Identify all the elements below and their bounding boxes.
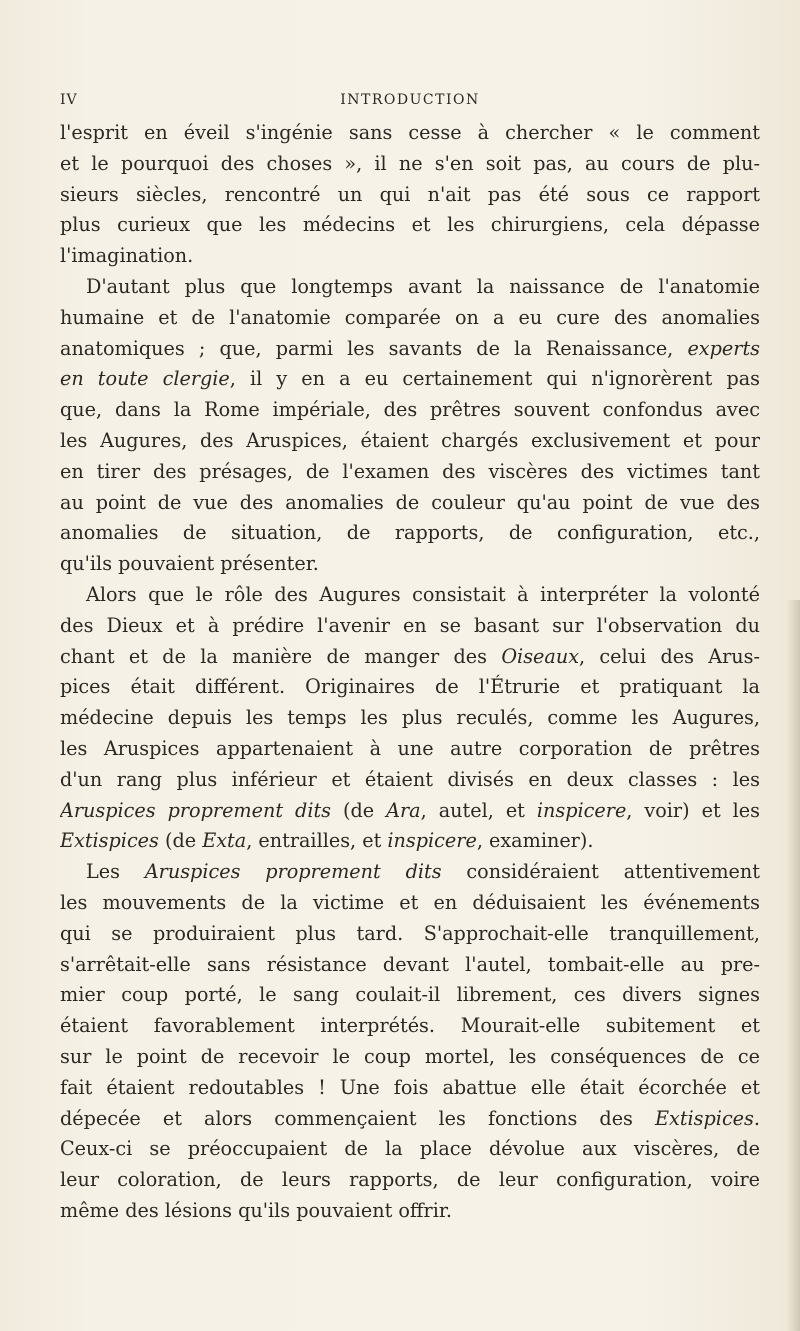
- italic-term: Exta: [202, 829, 247, 853]
- text-line: Les Aruspices proprement dits considéraient attentivement: [86, 860, 760, 884]
- text-line: sur le point de recevoir le coup mortel, les conséquences de ce: [60, 1044, 760, 1068]
- italic-term: Aruspices proprement dits: [60, 798, 332, 822]
- text-line: l'imagination.: [60, 244, 194, 268]
- running-title: INTRODUCTION: [340, 92, 480, 108]
- italic-term: Oiseaux: [501, 644, 580, 668]
- text-line: qu'ils pouvaient présenter.: [60, 552, 319, 576]
- text-line: chant et de la manière de manger des Oiseaux, celui des Arus-: [60, 644, 760, 668]
- text-line: Ceux-ci se préoccupaient de la place dévolue aux viscères, de: [60, 1137, 760, 1161]
- text-line: en toute clergie, il y en a eu certainement qui n'ignorèrent pas: [60, 367, 760, 391]
- text-line: Alors que le rôle des Augures consistait à interpréter la volonté: [86, 582, 760, 606]
- italic-term: Extispices: [655, 1106, 754, 1130]
- text-line: les mouvements de la victime et en déduisaient les événements: [60, 890, 760, 914]
- text-line: anatomiques ; que, parmi les savants de la Renaissance, experts: [60, 336, 760, 360]
- text-line: Extispices (de Exta, entrailles, et inspicere, examiner).: [60, 829, 594, 853]
- italic-term: inspicere: [536, 798, 627, 822]
- text-line: plus curieux que les médecins et les chirurgiens, cela dépasse: [60, 213, 760, 237]
- text-line: les Aruspices appartenaient à une autre corporation de prêtres: [60, 736, 760, 760]
- text-line: que, dans la Rome impériale, des prêtres souvent confondus avec: [60, 398, 760, 422]
- text-line: mier coup porté, le sang coulait-il librement, ces divers signes: [60, 983, 760, 1007]
- page-header: [60, 92, 760, 112]
- text-line: D'autant plus que longtemps avant la naissance de l'anatomie: [86, 274, 760, 298]
- text-line: fait étaient redoutables ! Une fois abattue elle était écorchée et: [60, 1075, 760, 1099]
- text-line: d'un rang plus inférieur et étaient divisés en deux classes : les: [60, 767, 760, 791]
- text-line: en tirer des présages, de l'examen des viscères des victimes tant: [60, 459, 760, 483]
- text-line: des Dieux et à prédire l'avenir en se basant sur l'observation du: [60, 613, 760, 637]
- text-line: même des lésions qu'ils pouvaient offrir.: [60, 1198, 453, 1222]
- text-line: s'arrêtait-elle sans résistance devant l'autel, tombait-elle au pre-: [60, 952, 760, 976]
- italic-term: Aruspices proprement dits: [144, 860, 442, 884]
- text-line: leur coloration, de leurs rapports, de leur configuration, voire: [60, 1168, 760, 1192]
- text-line: sieurs siècles, rencontré un qui n'ait pas été sous ce rapport: [60, 182, 760, 206]
- text-line: qui se produiraient plus tard. S'approchait-elle tranquillement,: [60, 921, 760, 945]
- text-line: au point de vue des anomalies de couleur qu'au point de vue des: [60, 490, 760, 514]
- page-number: IV: [60, 92, 78, 108]
- text-line: les Augures, des Aruspices, étaient chargés exclusivement et pour: [60, 428, 760, 452]
- italic-term: experts: [687, 336, 760, 360]
- text-line: l'esprit en éveil s'ingénie sans cesse à chercher « le comment: [60, 121, 760, 144]
- text-line: et le pourquoi des choses », il ne s'en soit pas, au cours de plu-: [60, 151, 760, 175]
- text-line: pices était différent. Originaires de l'Étrurie et pratiquant la: [60, 675, 760, 699]
- italic-term: inspicere: [387, 829, 477, 853]
- page-edge-shadow: [786, 600, 800, 1331]
- text-line: dépecée et alors commençaient les fonctions des Extispices.: [60, 1106, 760, 1130]
- text-line: anomalies de situation, de rapports, de configuration, etc.,: [60, 521, 760, 545]
- text-line: médecine depuis les temps les plus reculés, comme les Augures,: [60, 706, 760, 730]
- italic-term: Ara: [386, 798, 421, 822]
- italic-term: en toute clergie: [60, 367, 230, 391]
- body-text: [60, 118, 760, 1227]
- text-line: Aruspices proprement dits (de Ara, autel, et inspicere, voir) et les: [60, 798, 760, 822]
- italic-term: Extispices: [60, 829, 159, 853]
- text-line: étaient favorablement interprétés. Mourait-elle subitement et: [60, 1014, 760, 1038]
- text-line: humaine et de l'anatomie comparée on a eu cure des anomalies: [60, 305, 760, 329]
